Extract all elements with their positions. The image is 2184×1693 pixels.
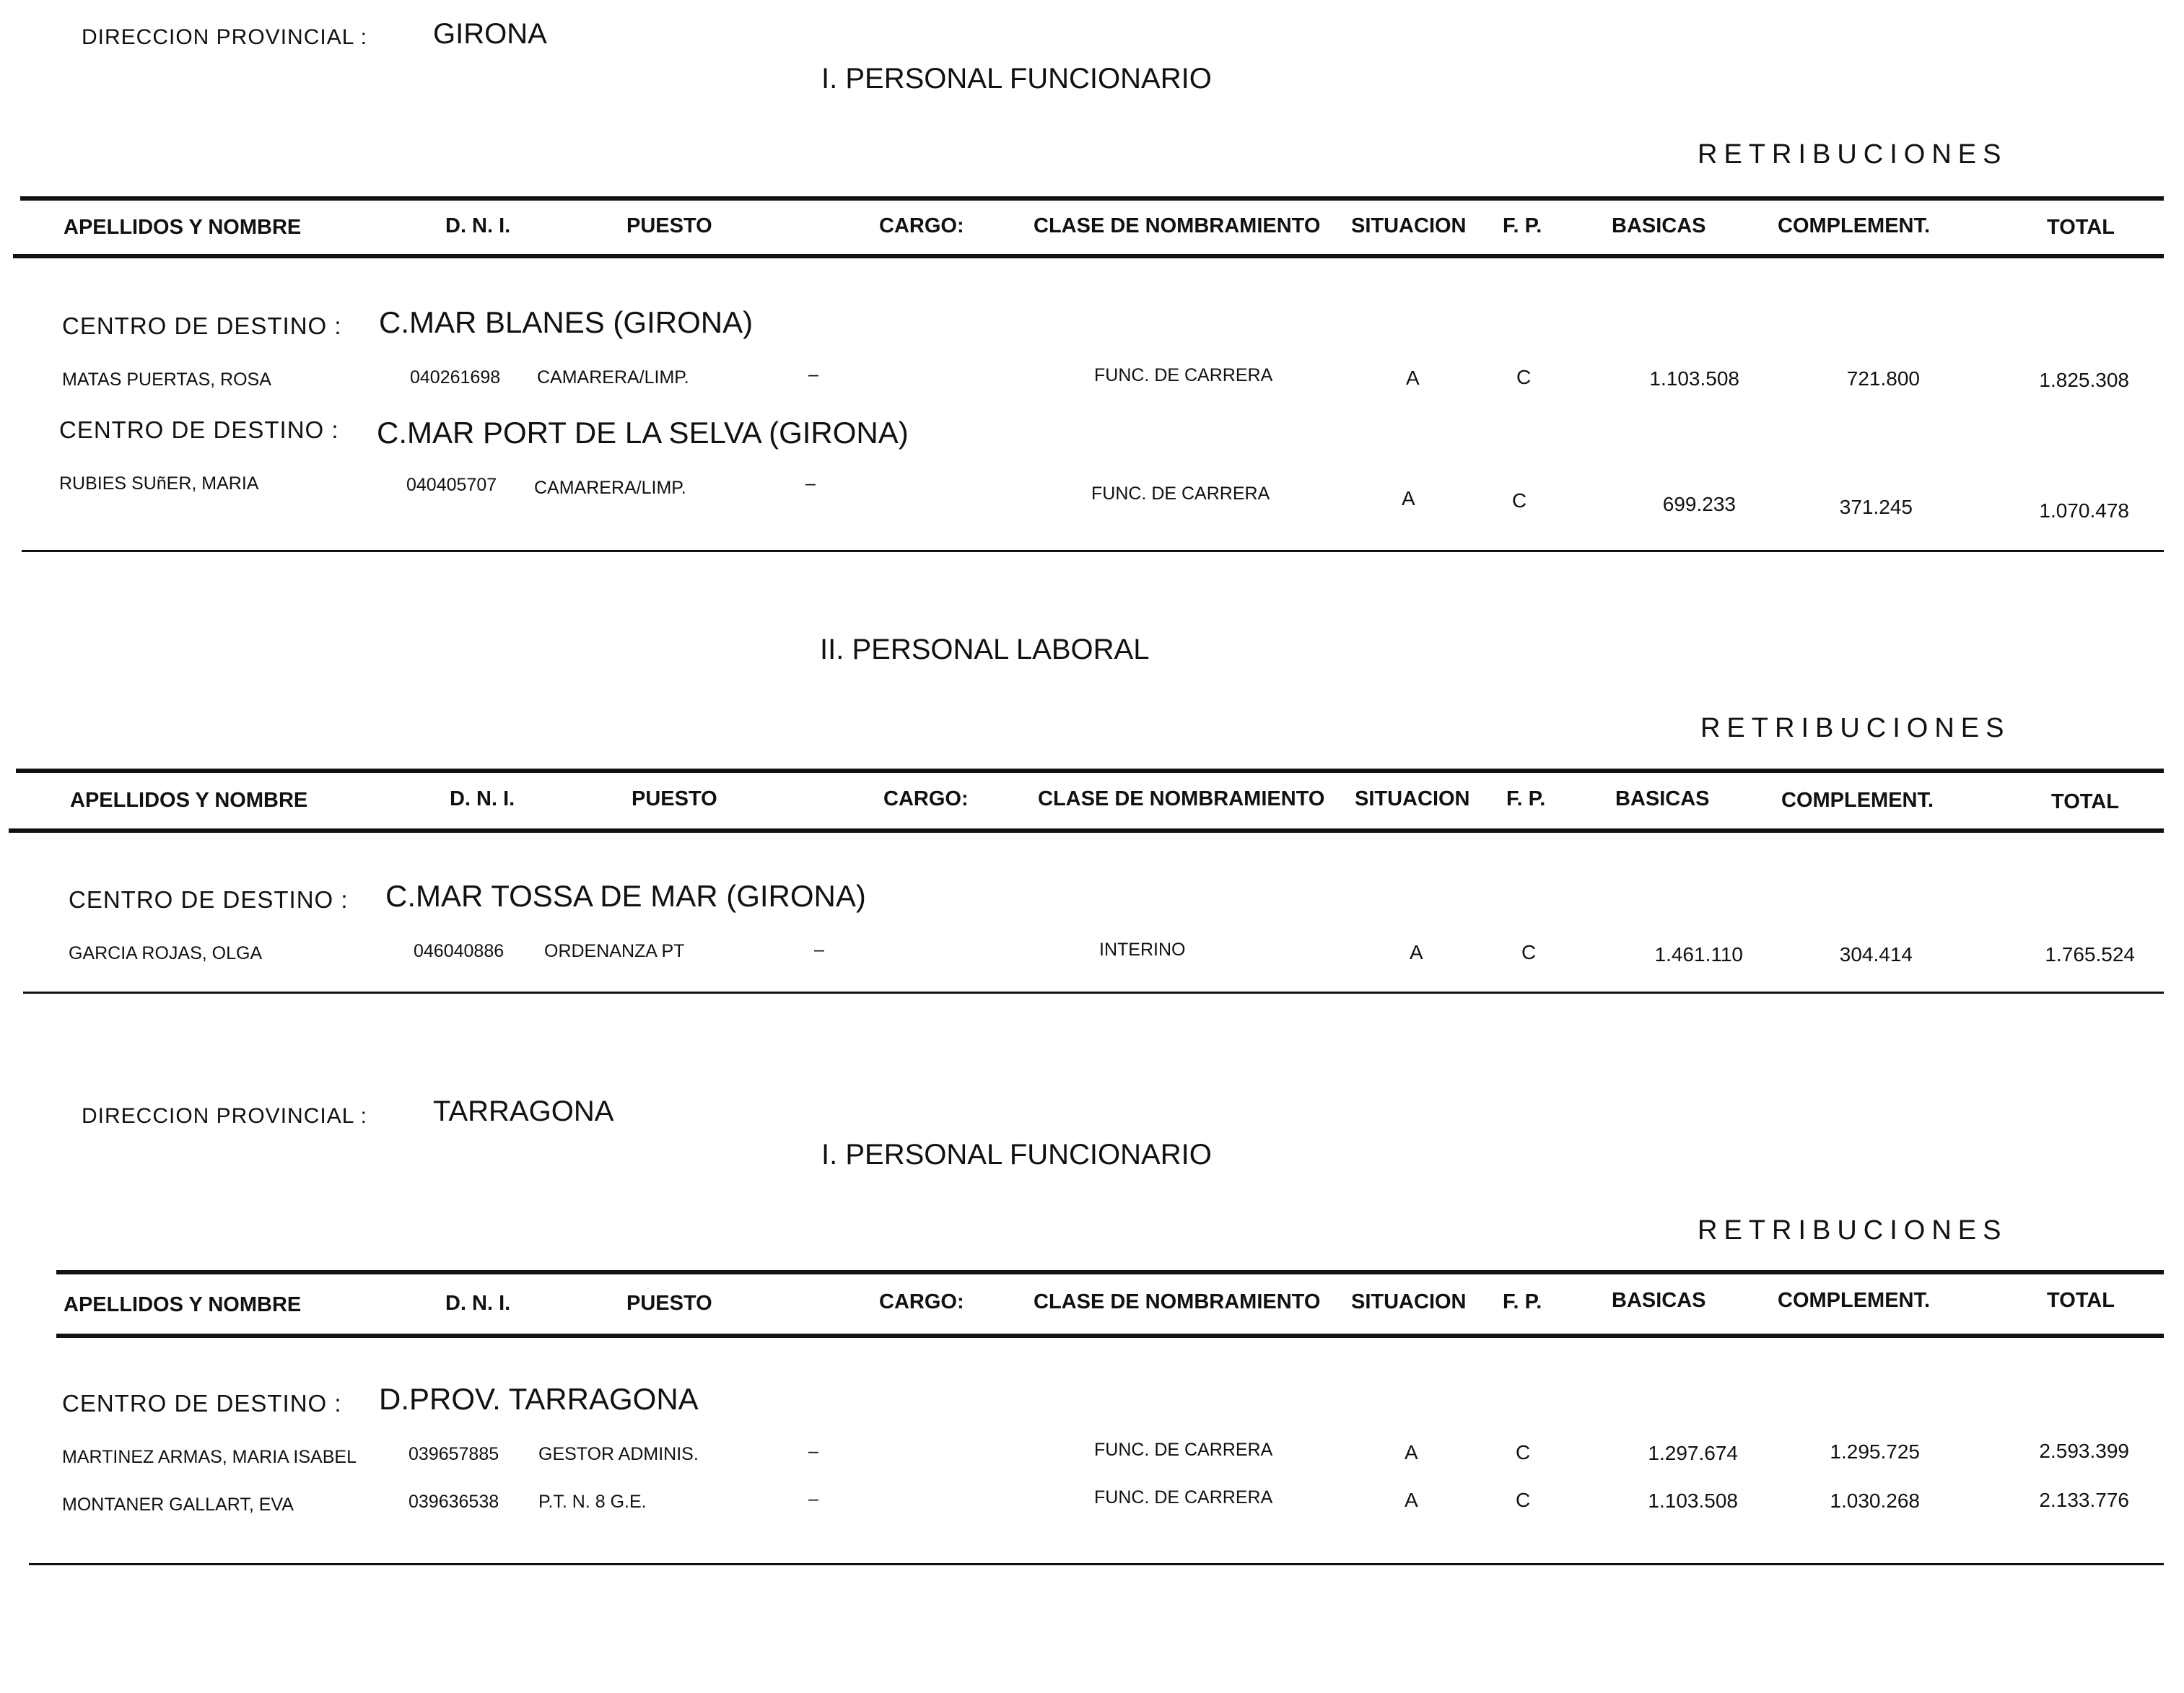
section-title: I. PERSONAL FUNCIONARIO: [821, 1139, 1212, 1171]
retribuciones-label: RETRIBUCIONES: [1698, 139, 2008, 170]
cell-puesto: CAMARERA/LIMP.: [534, 478, 686, 498]
centro-destino-name: C.MAR TOSSA DE MAR (GIRONA): [385, 879, 866, 913]
centro-destino-label: CENTRO DE DESTINO :: [62, 312, 342, 339]
header-cargo: CARGO:: [883, 787, 969, 810]
cell-puesto: CAMARERA/LIMP.: [537, 367, 689, 388]
header-situacion: SITUACION: [1355, 787, 1470, 810]
section-title: II. PERSONAL LABORAL: [820, 634, 1150, 665]
cell-puesto: P.T. N. 8 G.E.: [538, 1492, 647, 1512]
cell-total: 1.765.524: [2045, 943, 2135, 966]
table-rule-header-bottom: [9, 828, 2164, 833]
table-rule-header-bottom: [56, 1334, 2164, 1338]
section-rule-bottom: [29, 1563, 2164, 1565]
cell-situacion: A: [1405, 1441, 1418, 1464]
cell-puesto: ORDENANZA PT: [544, 941, 685, 961]
cell-clase: FUNC. DE CARRERA: [1094, 365, 1273, 385]
cell-basicas: 1.103.508: [1648, 1489, 1738, 1512]
cell-complement: 371.245: [1839, 496, 1913, 518]
cell-total: 1.825.308: [2039, 369, 2129, 391]
header-total: TOTAL: [2047, 1289, 2115, 1312]
cell-dni: 040405707: [406, 475, 497, 495]
retribuciones-label: RETRIBUCIONES: [1700, 713, 2011, 743]
cell-dni: 039657885: [409, 1444, 499, 1464]
cell-basicas: 1.461.110: [1654, 943, 1743, 966]
header-complement: COMPLEMENT.: [1781, 789, 1934, 812]
table-rule-top: [16, 769, 2164, 773]
header-complement: COMPLEMENT.: [1778, 1289, 1931, 1312]
centro-destino-name: C.MAR BLANES (GIRONA): [379, 305, 754, 339]
cell-nombre: RUBIES SUñER, MARIA: [59, 473, 259, 494]
section-rule-bottom: [23, 992, 2164, 994]
header-clase: CLASE DE NOMBRAMIENTO: [1034, 214, 1321, 237]
header-apellidos: APELLIDOS Y NOMBRE: [64, 1293, 302, 1316]
cell-cargo: –: [808, 1441, 818, 1461]
table-rule-header-bottom: [13, 254, 2164, 258]
cell-situacion: A: [1405, 1489, 1418, 1511]
header-basicas: BASICAS: [1612, 214, 1706, 237]
header-clase: CLASE DE NOMBRAMIENTO: [1038, 787, 1325, 810]
header-situacion: SITUACION: [1351, 1290, 1467, 1313]
cell-clase: FUNC. DE CARRERA: [1094, 1487, 1273, 1508]
province-name: TARRAGONA: [433, 1095, 614, 1127]
header-basicas: BASICAS: [1615, 787, 1710, 810]
cell-situacion: A: [1402, 487, 1415, 509]
cell-fp: C: [1521, 941, 1537, 963]
centro-destino-label: CENTRO DE DESTINO :: [69, 886, 349, 913]
cell-total: 2.133.776: [2039, 1489, 2129, 1511]
cell-fp: C: [1516, 1489, 1531, 1511]
header-clase: CLASE DE NOMBRAMIENTO: [1034, 1290, 1321, 1313]
cell-complement: 304.414: [1839, 943, 1913, 966]
cell-dni: 040261698: [410, 367, 501, 388]
cell-dni: 046040886: [414, 941, 504, 961]
header-apellidos: APELLIDOS Y NOMBRE: [70, 789, 308, 812]
cell-nombre: GARCIA ROJAS, OLGA: [69, 943, 263, 963]
header-puesto: PUESTO: [632, 787, 717, 810]
cell-basicas: 1.297.674: [1648, 1442, 1738, 1464]
direccion-provincial-label: DIRECCION PROVINCIAL :: [82, 25, 367, 49]
cell-nombre: MARTINEZ ARMAS, MARIA ISABEL: [62, 1447, 357, 1467]
cell-fp: C: [1512, 489, 1527, 512]
table-rule-top: [56, 1270, 2164, 1274]
header-complement: COMPLEMENT.: [1778, 214, 1931, 237]
cell-dni: 039636538: [409, 1492, 499, 1512]
province-name: GIRONA: [433, 18, 547, 50]
header-total: TOTAL: [2051, 790, 2119, 813]
cell-fp: C: [1516, 1441, 1531, 1464]
header-apellidos: APELLIDOS Y NOMBRE: [64, 216, 302, 239]
cell-cargo: –: [805, 473, 816, 494]
header-situacion: SITUACION: [1351, 214, 1467, 237]
header-dni: D. N. I.: [445, 214, 511, 237]
cell-basicas: 699.233: [1662, 493, 1736, 515]
cell-nombre: MONTANER GALLART, EVA: [62, 1495, 294, 1515]
cell-total: 2.593.399: [2039, 1440, 2129, 1462]
cell-situacion: A: [1410, 941, 1423, 963]
cell-cargo: –: [814, 940, 824, 960]
header-puesto: PUESTO: [626, 214, 712, 237]
cell-clase: INTERINO: [1099, 940, 1186, 960]
cell-nombre: MATAS PUERTAS, ROSA: [62, 369, 271, 390]
cell-complement: 1.030.268: [1830, 1489, 1920, 1512]
header-dni: D. N. I.: [450, 787, 515, 810]
centro-destino-name: D.PROV. TARRAGONA: [379, 1382, 699, 1416]
header-fp: F. P.: [1503, 1290, 1542, 1313]
header-fp: F. P.: [1503, 214, 1542, 237]
centro-destino-label: CENTRO DE DESTINO :: [62, 1390, 342, 1417]
cell-clase: FUNC. DE CARRERA: [1094, 1440, 1273, 1460]
cell-complement: 1.295.725: [1830, 1440, 1920, 1463]
cell-clase: FUNC. DE CARRERA: [1091, 484, 1270, 504]
cell-total: 1.070.478: [2039, 499, 2129, 522]
cell-puesto: GESTOR ADMINIS.: [538, 1444, 699, 1464]
header-total: TOTAL: [2047, 216, 2115, 239]
header-dni: D. N. I.: [445, 1292, 511, 1315]
cell-complement: 721.800: [1846, 367, 1920, 390]
header-cargo: CARGO:: [879, 214, 964, 237]
cell-cargo: –: [808, 364, 818, 385]
cell-fp: C: [1516, 366, 1532, 388]
header-cargo: CARGO:: [879, 1290, 964, 1313]
cell-situacion: A: [1406, 367, 1420, 389]
header-fp: F. P.: [1506, 787, 1546, 810]
table-rule-top: [20, 196, 2164, 201]
cell-basicas: 1.103.508: [1649, 367, 1739, 390]
header-puesto: PUESTO: [626, 1292, 712, 1315]
section-title: I. PERSONAL FUNCIONARIO: [821, 63, 1212, 95]
centro-destino-name: C.MAR PORT DE LA SELVA (GIRONA): [377, 416, 909, 450]
cell-cargo: –: [808, 1489, 818, 1509]
retribuciones-label: RETRIBUCIONES: [1698, 1215, 2008, 1246]
header-basicas: BASICAS: [1612, 1289, 1706, 1312]
centro-destino-label: CENTRO DE DESTINO :: [59, 416, 339, 443]
direccion-provincial-label: DIRECCION PROVINCIAL :: [82, 1104, 367, 1128]
section-rule-bottom: [22, 550, 2164, 552]
